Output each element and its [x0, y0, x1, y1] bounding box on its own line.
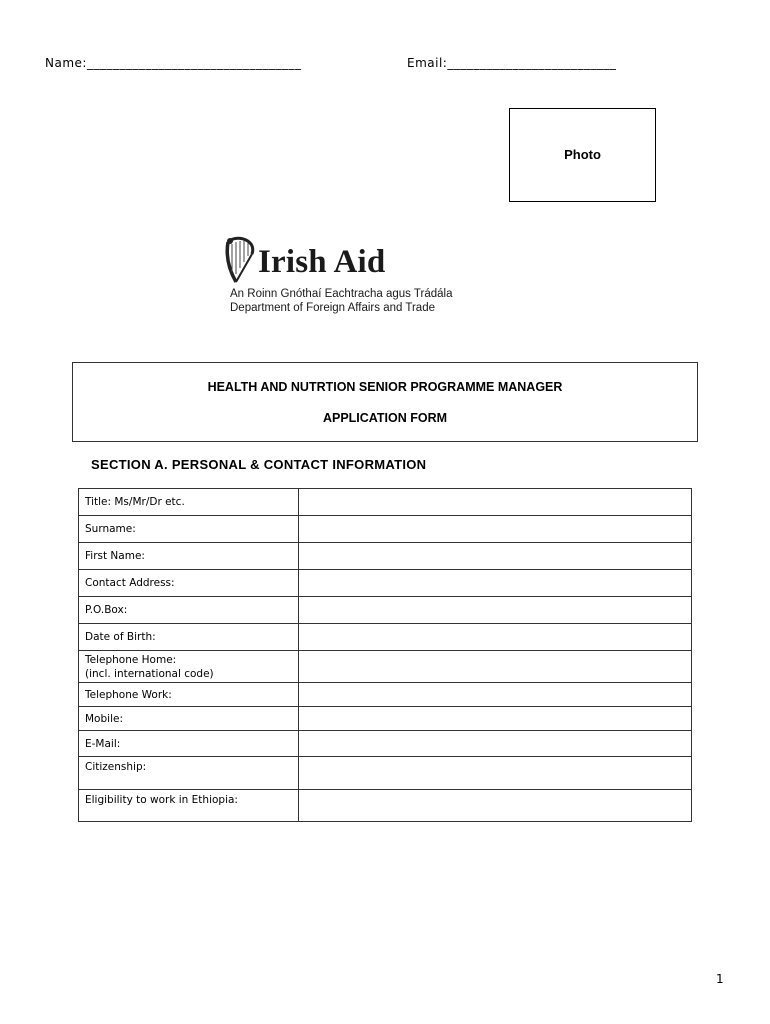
table-row [79, 489, 692, 516]
row-label-work-eligibility: Eligibility to work in Ethiopia: [79, 790, 299, 822]
row-label-telephone-home-line1: Telephone Home: [85, 653, 177, 666]
irish-aid-logo [222, 236, 482, 320]
email-field-label: Email:__________________________ [407, 56, 617, 70]
row-value-date-of-birth[interactable] [299, 624, 692, 651]
table-row [79, 570, 692, 597]
row-value-contact-address[interactable] [299, 570, 692, 597]
name-field-label: Name:_________________________________ [45, 56, 302, 70]
row-value-title[interactable] [299, 489, 692, 516]
row-value-mobile[interactable] [299, 707, 692, 731]
table-row [79, 651, 692, 683]
row-label-citizenship: Citizenship: [79, 757, 299, 790]
table-row [79, 731, 692, 757]
row-label-po-box: P.O.Box: [79, 597, 299, 624]
table-row [79, 543, 692, 570]
personal-info-table [78, 488, 692, 822]
section-a-heading: SECTION A. PERSONAL & CONTACT INFORMATION [91, 457, 427, 472]
table-row [79, 597, 692, 624]
row-label-email: E-Mail: [79, 731, 299, 757]
photo-box [509, 108, 656, 202]
row-label-mobile: Mobile: [79, 707, 299, 731]
row-value-po-box[interactable] [299, 597, 692, 624]
photo-label: Photo [564, 147, 601, 162]
form-title-box [72, 362, 698, 442]
page-number: 1 [716, 972, 724, 986]
row-label-telephone-work: Telephone Work: [79, 683, 299, 707]
form-title-type: APPLICATION FORM [322, 411, 448, 425]
row-label-first-name: First Name: [79, 543, 299, 570]
row-label-surname: Surname: [79, 516, 299, 543]
form-title-position: HEALTH AND NUTRTION SENIOR PROGRAMME MANAGER [207, 380, 563, 394]
row-value-first-name[interactable] [299, 543, 692, 570]
row-label-title: Title: Ms/Mr/Dr etc. [79, 489, 299, 516]
row-label-telephone-home-line2: (incl. international code) [85, 667, 214, 680]
logo-subtitle-english: Department of Foreign Affairs and Trade [230, 302, 435, 314]
row-value-surname[interactable] [299, 516, 692, 543]
row-label-date-of-birth: Date of Birth: [79, 624, 299, 651]
row-value-citizenship[interactable] [299, 757, 692, 790]
harp-icon [222, 236, 258, 286]
row-value-telephone-work[interactable] [299, 683, 692, 707]
table-row [79, 757, 692, 790]
row-label-contact-address: Contact Address: [79, 570, 299, 597]
table-row [79, 624, 692, 651]
row-value-email[interactable] [299, 731, 692, 757]
row-value-work-eligibility[interactable] [299, 790, 692, 822]
table-row [79, 790, 692, 822]
table-row [79, 516, 692, 543]
irish-aid-wordmark: Irish Aid [258, 244, 386, 280]
row-value-telephone-home[interactable] [299, 651, 692, 683]
table-row [79, 683, 692, 707]
logo-subtitle-irish: An Roinn Gnóthaí Eachtracha agus Trádála [230, 288, 453, 300]
table-row [79, 707, 692, 731]
row-label-telephone-home [79, 651, 299, 683]
